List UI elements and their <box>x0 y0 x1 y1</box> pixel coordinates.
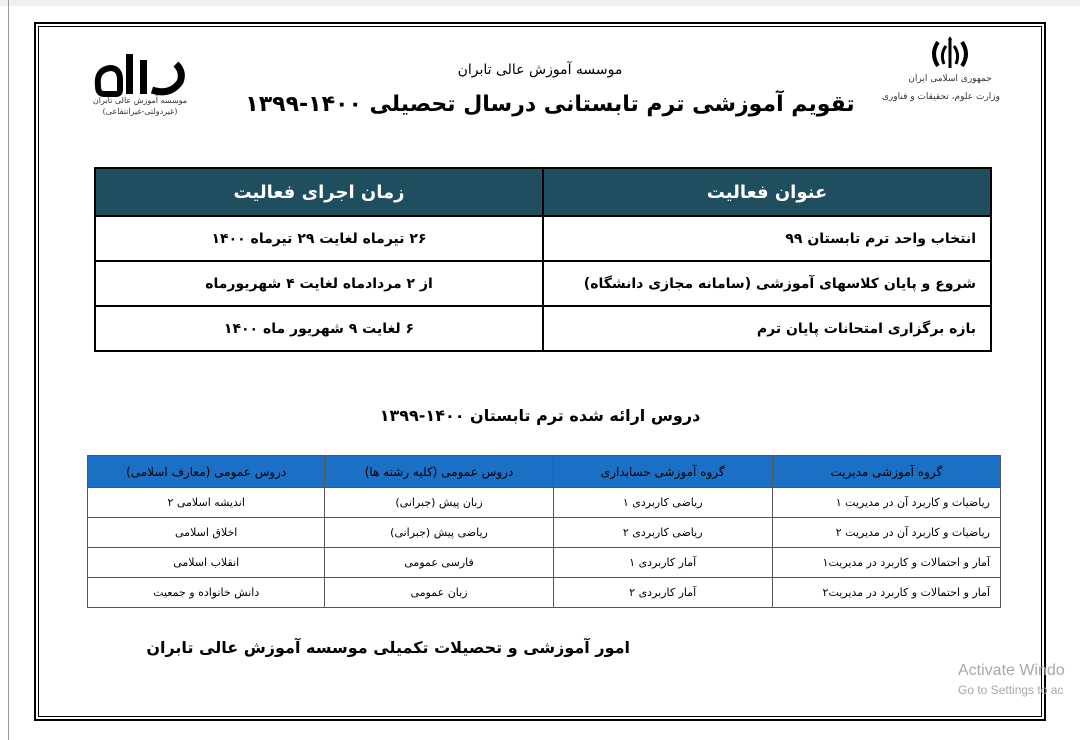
course-cell: آمار و احتمالات و کاربرد در مدیریت۱ <box>772 548 1000 578</box>
institute-name: موسسه آموزش عالی تابران <box>457 62 623 78</box>
table-row <box>95 306 991 351</box>
activity-title-cell: انتخاب واحد ترم تابستان ۹۹ <box>543 216 991 261</box>
tabaran-logo <box>90 46 190 122</box>
tabaran-logo-subcaption: (غیردولتی-غیرانتفاعی) <box>102 107 178 116</box>
course-cell: آمار و احتمالات و کاربرد در مدیریت۲ <box>772 578 1000 608</box>
windows-activation-watermark <box>958 662 1065 697</box>
course-cell: ریاضی کاربردی ۲ <box>553 518 772 548</box>
course-cell: آمار کاربردی ۲ <box>553 578 772 608</box>
column-header-islamic-courses: دروس عمومی (معارف اسلامی) <box>88 456 325 488</box>
course-cell: اندیشه اسلامی ۲ <box>88 488 325 518</box>
course-cell: آمار کاربردی ۱ <box>553 548 772 578</box>
table-row <box>88 548 1001 578</box>
document-frame <box>34 22 1046 721</box>
table-row <box>88 518 1001 548</box>
column-header-activity-time: زمان اجرای فعالیت <box>95 168 543 216</box>
offered-courses-table <box>87 455 1001 608</box>
column-header-management: گروه آموزشی مدیریت <box>772 456 1000 488</box>
activity-title-cell: شروع و پایان کلاسهای آموزشی (سامانه مجازی دانشگاه) <box>543 261 991 306</box>
activity-time-cell: از ۲ مردادماه لغایت ۴ شهریورماه <box>95 261 543 306</box>
table-header-row <box>88 456 1001 488</box>
course-cell: ریاضی پیش (جبرانی) <box>325 518 553 548</box>
activity-schedule-table <box>94 167 992 352</box>
course-cell: دانش خانواده و جمعیت <box>88 578 325 608</box>
activity-time-cell: ۲۶ تیرماه لغایت ۲۹ تیرماه ۱۴۰۰ <box>95 216 543 261</box>
watermark-line-2: Go to Settings to ac <box>958 683 1064 697</box>
activity-time-cell: ۶ لغایت ۹ شهریور ماه ۱۴۰۰ <box>95 306 543 351</box>
ministry-caption-1: جمهوری اسلامی ایران <box>908 74 992 84</box>
page-title: تقویم آموزشی ترم تابستانی درسال تحصیلی ۱۴۰۰-۱۳۹۹ <box>245 92 855 117</box>
course-cell: زبان عمومی <box>325 578 553 608</box>
courses-section-title: دروس ارائه شده ترم تابستان ۱۴۰۰-۱۳۹۹ <box>379 406 701 425</box>
ministry-caption-2: وزارت علوم، تحقیقات و فناوری <box>881 92 1000 102</box>
page-edge <box>0 0 9 740</box>
column-header-activity-title: عنوان فعالیت <box>543 168 991 216</box>
ministry-emblem <box>881 36 1000 116</box>
watermark-line-1: Activate Windo <box>958 662 1065 679</box>
footer-signature: امور آموزشی و تحصیلات تکمیلی موسسه آموزش عالی تابران <box>146 638 630 657</box>
column-header-accounting: گروه آموزشی حسابداری <box>553 456 772 488</box>
column-header-general-courses: دروس عمومی (کلیه رشته ها) <box>325 456 553 488</box>
activity-title-cell: بازه برگزاری امتحانات پایان ترم <box>543 306 991 351</box>
top-strip <box>0 0 1080 6</box>
table-row <box>95 261 991 306</box>
course-cell: اخلاق اسلامی <box>88 518 325 548</box>
tabaran-logo-caption: موسسه آموزش عالی تابران <box>92 96 188 105</box>
table-row <box>88 488 1001 518</box>
course-cell: ریاضی کاربردی ۱ <box>553 488 772 518</box>
table-row <box>95 216 991 261</box>
course-cell: فارسی عمومی <box>325 548 553 578</box>
course-cell: ریاضیات و کاربرد آن در مدیریت ۲ <box>772 518 1000 548</box>
course-cell: انقلاب اسلامی <box>88 548 325 578</box>
course-cell: ریاضیات و کاربرد آن در مدیریت ۱ <box>772 488 1000 518</box>
table-row <box>88 578 1001 608</box>
table-header-row <box>95 168 991 216</box>
course-cell: زبان پیش (جبرانی) <box>325 488 553 518</box>
